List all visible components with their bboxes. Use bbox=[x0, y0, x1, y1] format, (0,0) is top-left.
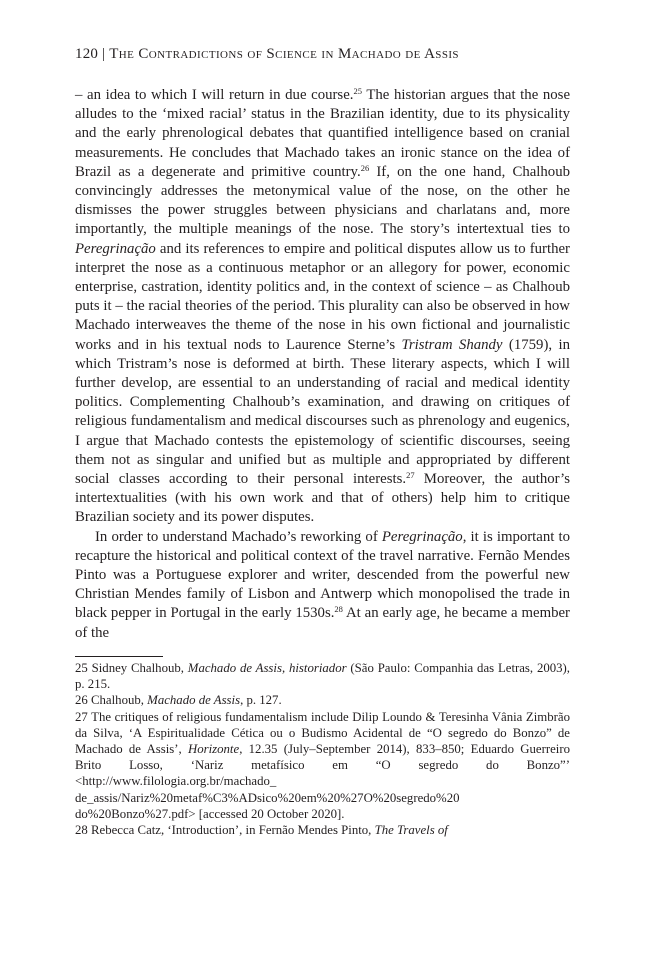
text-run: Chalhoub, bbox=[87, 693, 148, 708]
running-head bbox=[75, 44, 570, 64]
text-run: At an early age, he became a member of the bbox=[75, 605, 570, 641]
text-run: Sidney Chalhoub, bbox=[87, 660, 188, 675]
footnote-divider bbox=[75, 656, 163, 657]
footnote-27 bbox=[75, 709, 570, 822]
paragraph-1 bbox=[75, 86, 570, 528]
italic-title: Tristram Shandy bbox=[401, 336, 503, 353]
text-run: The historian argues that the nose alludes to the ‘mixed racial’ status in the Brazilian identity, due to its physicality and the early phrenological debates that quantified intelligence based on cranial measurements. He concludes that Machado takes an ironic stance on the idea of Brazil as a degenerate and primitive country. bbox=[75, 87, 571, 180]
text-run: , 12.35 (July–September 2014), 833–850; Eduardo Guerreiro Brito Losso, ‘Nariz metafísico em “O segredo do Bonzo”’ <http://www.filologia.org.br/machado_ de_assis/Nariz%20metaf%C3%ADsico%20em%20%27O%20segredo%20 do%20Bonzo%27.pdf> [accessed 20 October 2020]. bbox=[75, 741, 570, 821]
footnote-ref-27: 27 bbox=[406, 470, 415, 481]
footnote-number: 25 bbox=[75, 660, 88, 675]
italic-title: The Travels of bbox=[374, 822, 448, 837]
italic-title: Machado de Assis, historiador bbox=[187, 660, 347, 675]
footnotes bbox=[75, 660, 570, 838]
page-number: 120 bbox=[75, 46, 99, 62]
footnote-number: 27 bbox=[75, 709, 88, 724]
footnote-ref-25: 25 bbox=[353, 86, 362, 96]
italic-title: Horizonte bbox=[187, 741, 240, 756]
footnote-25 bbox=[75, 660, 570, 692]
text-run: The critiques of religious fundamentalism include Dilip Loundo & Teresinha Vânia Zimbrão da Silva, ‘A Espiritualidade Cética ou o Budismo Acidental de “O segredo do Bonzo” de Machado de Assis’, bbox=[75, 709, 570, 756]
footnote-26 bbox=[75, 692, 570, 708]
header-separator: | bbox=[102, 46, 106, 62]
book-title: The Contradictions of Science in Machado de Assis bbox=[109, 46, 459, 62]
text-run: Rebecca Catz, ‘Introduction’, in Fernão Mendes Pinto, bbox=[87, 822, 375, 837]
paragraph-2 bbox=[75, 528, 570, 643]
text-run: If, on the one hand, Chalhoub convincingly addresses the metonymical value of the nose, on the other he dismisses the power struggles between physicians and charlatans and, more importantly, the multiple meanings of the nose. The story’s intertextual ties to bbox=[75, 163, 570, 238]
text-run: and its references to empire and political disputes allow us to further interpret the nose as a continuous metaphor or an allegory for power, economic enterprise, castration, identity politics and, in the context of science – as Chalhoub puts it – the racial theories of the period. This plurality can also be observed in how Machado interweaves the theme of the nose in his own fictional and journalistic works and in his textual nods to Laurence Sterne’s bbox=[75, 240, 570, 353]
main-text bbox=[75, 86, 570, 643]
book-page bbox=[75, 44, 570, 838]
italic-title: Machado de Assis bbox=[147, 693, 241, 708]
footnote-number: 28 bbox=[75, 822, 88, 837]
text-run: Moreover, the author’s intertextualities (with his own work and that of others) help him to critique Brazilian society and its power disputes. bbox=[75, 471, 570, 526]
footnote-ref-28: 28 bbox=[334, 604, 343, 615]
text-run: , p. 127. bbox=[240, 693, 282, 708]
italic-title: Peregrinação bbox=[75, 240, 156, 257]
text-run: In order to understand Machado’s reworking of bbox=[95, 528, 382, 545]
italic-title: Peregrinação bbox=[381, 528, 463, 545]
text-run: , it is important to recapture the historical and political context of the travel narrative. Fernão Mendes Pinto was a Portuguese explorer and writer, descended from the powerful new Christian Mendes family of Lisbon and Antwerp which monopolised the trade in black pepper in Portugal in the early 1530s. bbox=[75, 528, 570, 622]
text-run: – an idea to which I will return in due course. bbox=[75, 87, 354, 103]
footnote-28 bbox=[75, 822, 570, 838]
text-run: (São Paulo: Companhia das Letras, 2003), p. 215. bbox=[75, 660, 570, 692]
text-run: (1759), in which Tristram’s nose is deformed at birth. These literary aspects, which I will further develop, are essential to an understanding of racial and medical identity politics. Complementing Chalhoub’s examination, and drawing on critiques of religious fundamentalism and medical discourses such as phrenology and eugenics, I argue that Machado contests the epistemology of scientific discourses, seeing them not as singular and unified but as multiple and appropriated by different social classes according to their personal interests. bbox=[75, 336, 570, 488]
footnote-ref-26: 26 bbox=[360, 162, 370, 173]
footnote-number: 26 bbox=[75, 693, 88, 708]
